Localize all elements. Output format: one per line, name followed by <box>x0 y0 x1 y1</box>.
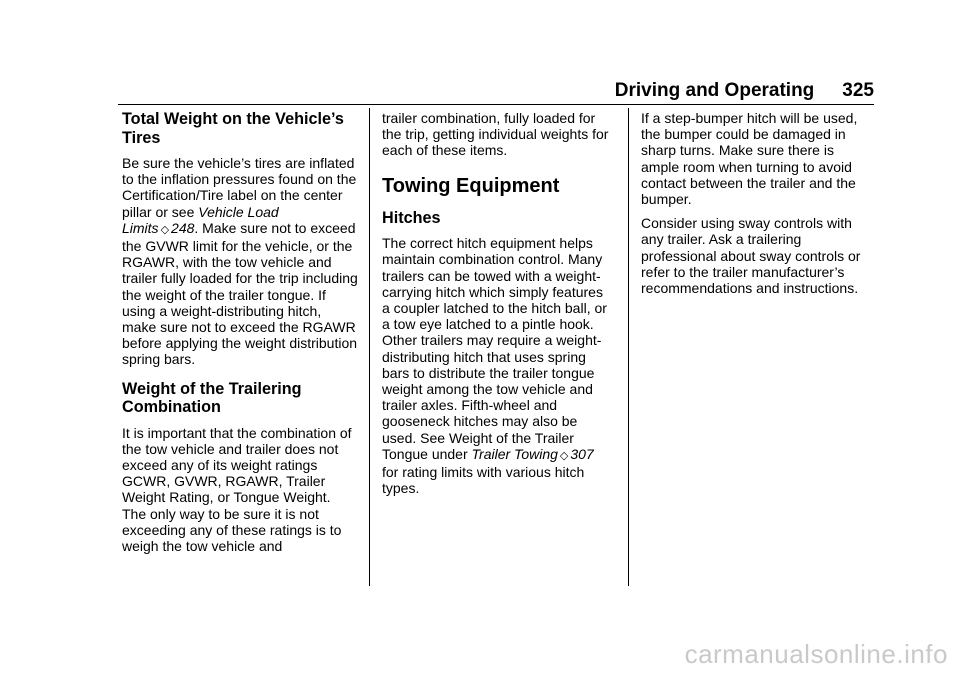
page-number: 325 <box>842 80 874 101</box>
header-rule <box>118 104 874 105</box>
heading-total-weight: Total Weight on the Vehicle’s Tires <box>122 110 344 147</box>
column-divider-1 <box>369 108 370 586</box>
ref-page-248[interactable]: 248 <box>171 219 195 236</box>
text-run: . Make sure not to exceed the GVWR limit for the vehicle, or the RGAWR, with the tow vehicle and trailer fully loaded for the trip including the weight of the trailer tongue. If using a weight-distributing hitch, make sure not to exceed the RGAWR before applying the weight distribution spring bars. <box>122 219 358 368</box>
text-run: Be sure the vehicle’s tires are inflated to the inflation pressures found on the Certification/Tire label on the center pillar or see <box>122 155 357 220</box>
ref-page-307[interactable]: 307 <box>570 445 594 462</box>
paragraph-combination: It is important that the combination of the tow vehicle and trailer does not exceed any of its weight ratings GCWR, GVWR, RGAWR, Trailer Weight Rating, or Tongue Weight. The only way to be sure it is not exceeding any of these ratings is to weigh the tow vehicle and <box>122 424 352 555</box>
column-2 <box>382 110 612 504</box>
page-ref-icon: ◇ <box>559 449 569 462</box>
link-vehicle-load-limits[interactable]: Vehicle Load Limits <box>122 203 279 236</box>
page-header <box>615 80 874 102</box>
section-title: Driving and Operating <box>614 80 815 101</box>
heading-hitches: Hitches <box>382 208 441 227</box>
text-run: The correct hitch equipment helps maintain combination control. Many trailers can be towed with a weight-carrying hitch which simply features a coupler latched to the hitch ball, or a tow eye latched to a pintle hook. Other trailers may require a weight-distributing hitch that uses spring bars to distribute the trailer tongue weight among the tow vehicle and trailer axles. Fifth-wheel and gooseneck hitches may also be used. See Weight of the Trailer Tongue under <box>382 235 607 462</box>
heading-trailering-combination: Weight of the Trailering Combination <box>122 379 302 417</box>
paragraph-sway-controls: Consider using sway controls with any trailer. Ask a trailering professional about sway controls or refer to the trailer manufacturer’s recommendations and instructions. <box>641 215 861 297</box>
column-divider-2 <box>628 108 629 586</box>
watermark: carmanualsonline.info <box>684 639 948 669</box>
paragraph-step-bumper: If a step-bumper hitch will be used, the bumper could be damaged in sharp turns. Make sure there is ample room when turning to avoid contact between the trailer and the bumper. <box>641 110 858 208</box>
column-3 <box>641 110 875 304</box>
heading-towing-equipment: Towing Equipment <box>382 174 560 197</box>
paragraph-hitches <box>382 235 612 496</box>
paragraph-tire-weight <box>122 155 358 368</box>
text-run: for rating limits with various hitch types. <box>382 463 585 497</box>
page-ref-icon: ◇ <box>160 223 170 236</box>
link-trailer-towing[interactable]: Trailer Towing <box>471 445 558 462</box>
paragraph-continued: trailer combination, fully loaded for the trip, getting individual weights for each of these items. <box>382 110 609 159</box>
column-1 <box>122 110 358 562</box>
